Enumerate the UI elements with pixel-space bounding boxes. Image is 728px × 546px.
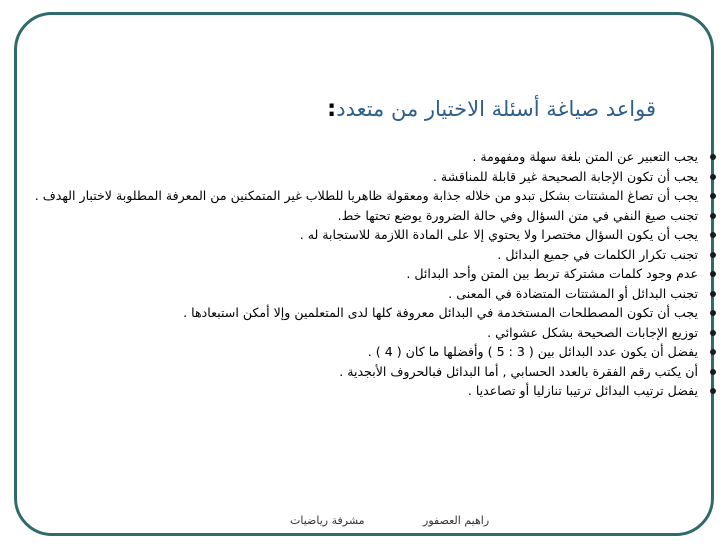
bullet-icon bbox=[710, 252, 716, 258]
bullet-icon bbox=[710, 330, 716, 336]
slide-title-text: قواعد صياغة أسئلة الاختيار من متعدد bbox=[336, 97, 656, 121]
list-item bbox=[0, 362, 720, 382]
bullet-icon bbox=[710, 154, 716, 160]
list-item bbox=[0, 323, 720, 343]
list-item-text: تجنب تكرار الكلمات في جميع البدائل . bbox=[497, 246, 698, 262]
footer-role: مشرفة رياضيات bbox=[290, 514, 365, 527]
bullet-icon bbox=[710, 174, 716, 180]
slide-title bbox=[56, 96, 656, 122]
bullet-icon bbox=[710, 193, 716, 199]
bullet-icon bbox=[710, 291, 716, 297]
list-item-text: يجب أن يكون السؤال مختصرا ولا يحتوي إلا على المادة اللازمة للاستجابة له . bbox=[299, 227, 698, 242]
list-item bbox=[0, 147, 720, 167]
bullet-icon bbox=[710, 310, 716, 316]
list-item bbox=[0, 264, 720, 284]
list-item-text: يجب أن تصاغ المشتتات بشكل تبدو من خلاله جذابة ومعقولة ظاهريا للطلاب غير المتمكنين من المعرفة المطلوبة لاختبار الهدف . bbox=[34, 188, 698, 203]
footer-author: راهيم العصفور bbox=[423, 514, 490, 527]
list-item-text: تجنب صيغ النفي في متن السؤال وفي حالة الضرورة يوضع تحتها خط. bbox=[337, 207, 698, 223]
list-item-text: يجب التعبير عن المتن بلغة سهلة ومفهومة . bbox=[472, 149, 698, 164]
list-item-text: يفضل أن يكون عدد البدائل بين ( 3 : 5 ) وأفضلها ما كان ( 4 ) . bbox=[367, 344, 698, 359]
bullet-icon bbox=[710, 388, 716, 394]
bullet-icon bbox=[710, 349, 716, 355]
list-item bbox=[0, 186, 720, 206]
list-item bbox=[0, 245, 720, 265]
list-item-text: أن يكتب رقم الفقرة بالعدد الحسابي , أما البدائل فبالحروف الأبجدية . bbox=[339, 363, 698, 379]
list-item-text: يجب أن تكون المصطلحات المستخدمة في البدائل معروفة كلها لدى المتعلمين وإلا أمكن استبعادها . bbox=[183, 305, 698, 320]
list-item-text: توزيع الإجابات الصحيحة بشكل عشوائي . bbox=[487, 324, 698, 340]
list-item bbox=[0, 284, 720, 304]
slide-title-colon: : bbox=[327, 96, 337, 122]
list-item bbox=[0, 303, 720, 323]
list-item bbox=[0, 225, 720, 245]
list-item bbox=[0, 342, 720, 362]
list-item bbox=[0, 206, 720, 226]
bullet-icon bbox=[710, 213, 716, 219]
list-item bbox=[0, 381, 720, 401]
bullet-icon bbox=[710, 271, 716, 277]
list-item-text: يفضل ترتيب البدائل ترتيبا تنازليا أو تصاعديا . bbox=[467, 383, 698, 398]
rules-list bbox=[0, 147, 720, 401]
list-item-text: تجنب البدائل أو المشتتات المتضادة في المعنى . bbox=[448, 285, 698, 301]
slide-footer bbox=[290, 514, 489, 527]
bullet-icon bbox=[710, 232, 716, 238]
list-item bbox=[0, 167, 720, 187]
list-item-text: عدم وجود كلمات مشتركة تربط بين المتن وأحد البدائل . bbox=[406, 266, 698, 281]
bullet-icon bbox=[710, 369, 716, 375]
list-item-text: يجب أن تكون الإجابة الصحيحة غير قابلة للمناقشة . bbox=[432, 168, 698, 184]
